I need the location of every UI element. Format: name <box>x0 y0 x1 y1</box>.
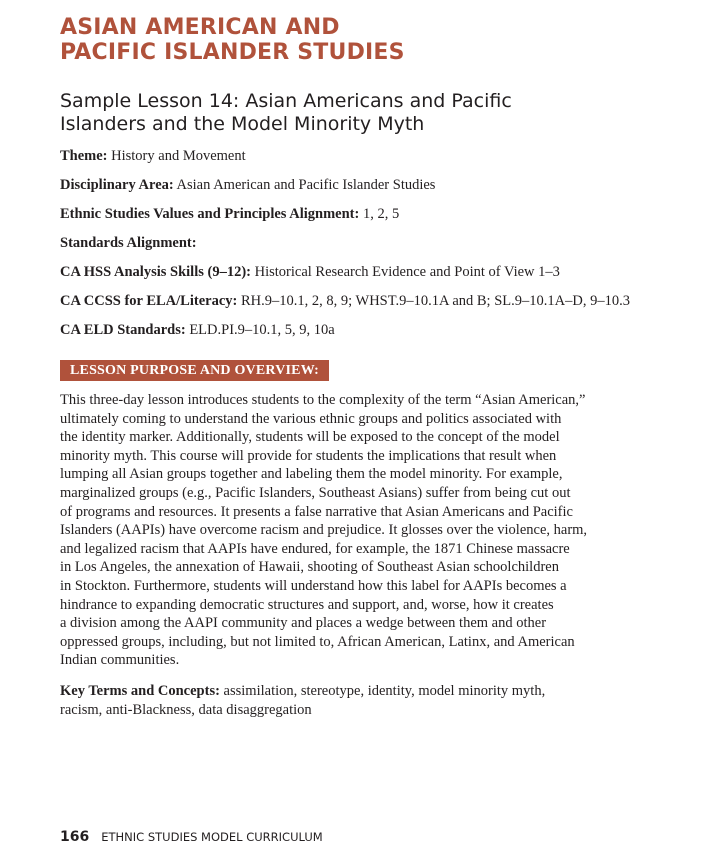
overview-line: Indian communities. <box>60 652 180 669</box>
overview-line: the identity marker. Additionally, students will be exposed to the concept of the model <box>60 429 560 446</box>
overview-line: Islanders (AAPIs) have overcome racism and prejudice. It glosses over the violence, harm, <box>60 522 588 539</box>
key-terms-value-2: racism, anti-Blackness, data disaggregation <box>60 701 312 718</box>
ccss-row <box>60 292 630 310</box>
key-terms-label: Key Terms and Concepts: <box>60 683 220 699</box>
key-terms-paragraph <box>60 682 660 719</box>
eld-label: CA ELD Standards: <box>60 322 186 338</box>
eld-row <box>60 321 335 339</box>
page-number: 166 <box>60 829 90 845</box>
disciplinary-area-row <box>60 176 435 194</box>
theme-value: History and Movement <box>107 148 246 164</box>
overview-line: in Stockton. Furthermore, students will understand how this label for AAPIs becomes a <box>60 577 567 594</box>
overview-line: and legalized racism that AAPIs have endured, for example, the 1871 Chinese massacre <box>60 540 570 557</box>
disciplinary-area-value: Asian American and Pacific Islander Studies <box>173 177 436 193</box>
standards-alignment-row <box>60 234 197 252</box>
document-page <box>60 0 660 851</box>
overview-line: ultimately coming to understand the various ethnic groups and politics associated with <box>60 410 562 427</box>
lesson-title-line-1: Sample Lesson 14: Asian Americans and Pacific <box>60 90 512 112</box>
values-alignment-value: 1, 2, 5 <box>359 206 400 222</box>
standards-alignment-label: Standards Alignment: <box>60 235 197 251</box>
page-footer <box>60 829 323 845</box>
hss-value: Historical Research Evidence and Point of View 1–3 <box>250 264 560 280</box>
publication-name: ETHNIC STUDIES MODEL CURRICULUM <box>101 830 323 844</box>
disciplinary-area-label: Disciplinary Area: <box>60 177 174 193</box>
section-header <box>60 15 405 65</box>
lesson-title <box>60 90 660 136</box>
hss-row <box>60 263 560 281</box>
purpose-section-label: LESSON PURPOSE AND OVERVIEW: <box>60 360 329 381</box>
purpose-section-bar <box>60 360 660 380</box>
lesson-title-line-2: Islanders and the Model Minority Myth <box>60 113 425 135</box>
theme-row <box>60 147 246 165</box>
ccss-label: CA CCSS for ELA/Literacy: <box>60 293 238 309</box>
overview-paragraph <box>60 391 660 670</box>
values-alignment-row <box>60 205 399 223</box>
overview-line: a division among the AAPI community and places a wedge between them and other <box>60 615 547 632</box>
key-terms-value-1: assimilation, stereotype, identity, model minority myth, <box>219 683 546 699</box>
overview-line: minority myth. This course will provide for students the implications that result when <box>60 447 557 464</box>
overview-line: of programs and resources. It presents a false narrative that Asian Americans and Pacific <box>60 503 573 520</box>
hss-label: CA HSS Analysis Skills (9–12): <box>60 264 251 280</box>
eld-value: ELD.PI.9–10.1, 5, 9, 10a <box>185 322 335 338</box>
overview-line: marginalized groups (e.g., Pacific Islanders, Southeast Asians) suffer from being cut out <box>60 484 571 501</box>
overview-line: lumping all Asian groups together and labeling them the model minority. For example, <box>60 466 563 483</box>
overview-line: This three-day lesson introduces students to the complexity of the term “Asian American,” <box>60 392 586 408</box>
overview-line: hindrance to expanding democratic structures and support, and, worse, how it creates <box>60 596 554 613</box>
section-header-line-2: PACIFIC ISLANDER STUDIES <box>60 40 405 65</box>
overview-line: oppressed groups, including, but not limited to, African American, Latinx, and American <box>60 633 575 650</box>
values-alignment-label: Ethnic Studies Values and Principles Alignment: <box>60 206 360 222</box>
key-terms-line-1 <box>60 682 660 701</box>
theme-label: Theme: <box>60 148 108 164</box>
overview-line: in Los Angeles, the annexation of Hawaii, shooting of Southeast Asian schoolchildren <box>60 559 559 576</box>
ccss-value: RH.9–10.1, 2, 8, 9; WHST.9–10.1A and B; SL.9–10.1A–D, 9–10.3 <box>237 293 630 309</box>
section-header-line-1: ASIAN AMERICAN AND <box>60 15 340 40</box>
